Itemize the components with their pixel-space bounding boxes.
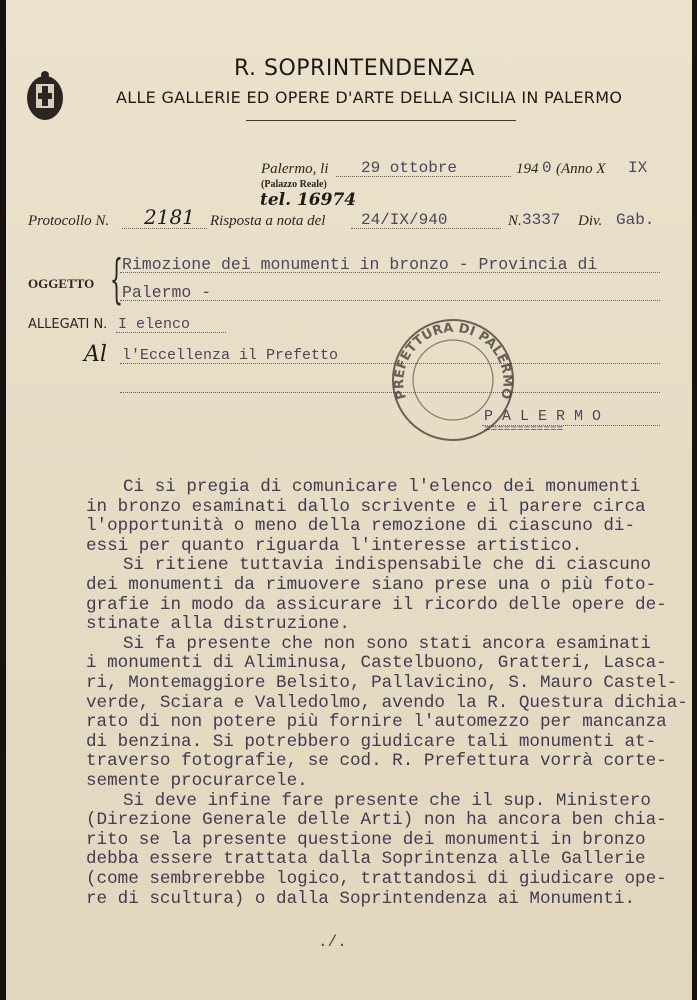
body-line: Si ritiene tuttavia indispensabile che di ciascuno	[123, 555, 651, 576]
address: (Palazzo Reale)	[261, 179, 327, 190]
body-line: dei monumenti da rimuovere siano prese una o più foto-	[86, 575, 657, 595]
reply-date: 24/IX/940	[361, 211, 448, 229]
div-value: Gab.	[616, 211, 655, 229]
header-divider	[246, 120, 516, 121]
svg-text:PREFETTURA DI PALERMO	[392, 321, 514, 401]
body-line: (Direzione Generale delle Arti) non ha ancora ben chia-	[86, 810, 667, 831]
body-line: di benzina. Si potrebbero giudicare tali monumenti at-	[86, 731, 657, 752]
protocol-number: 2181	[144, 205, 195, 229]
body-line: Si fa presente che non sono stati ancora esaminati	[123, 633, 651, 654]
body-line: in bronzo esaminati dallo scrivente e il parere circa	[86, 496, 646, 517]
anno-label: (Anno X	[556, 161, 606, 177]
year-prefix: 194	[516, 161, 539, 177]
body-line: semente procurarcele.	[86, 771, 308, 791]
subject-brace: {	[109, 250, 124, 310]
body-line: (come sembrerebbe logico, trattandosi di giudicare ope-	[86, 869, 667, 889]
recipient-city: P A L E R M O	[484, 408, 602, 425]
body-line: debba essere trattata dalla Soprintenza alle Gallerie	[86, 849, 646, 870]
phone-handwritten: tel. 16974	[260, 190, 357, 210]
letterhead-subtitle: ALLE GALLERIE ED OPERE D'ARTE DELLA SICILIA IN PALERMO	[116, 88, 623, 107]
body-line: grafie in modo da assicurare il ricordo delle opere de-	[86, 594, 667, 615]
n-label: N.	[508, 213, 522, 229]
body-line: traverso fotografie, se cod. R. Prefettura vorrà corte-	[86, 751, 667, 772]
stamp-text: PREFETTURA DI PALERMO	[392, 320, 515, 401]
recipient-line-1: l'Eccellenza il Prefetto	[122, 347, 339, 364]
body-line: verde, Sciara e Valledolmo, avendo la R. Questura dichia-	[86, 692, 688, 713]
body-line: i monumenti di Aliminusa, Castelbuono, Gratteri, Lasca-	[86, 653, 667, 674]
subject-line-2: Palermo -	[122, 283, 212, 302]
anno-value: IX	[628, 159, 648, 177]
subject-label: OGGETTO	[28, 276, 95, 291]
letterhead-title: R. SOPRINTENDENZA	[234, 56, 475, 81]
body-line: rato di non potere più fornire l'automezzo per mancanza	[86, 712, 667, 733]
body-line: rito se la presente questione dei monumenti in bronzo	[86, 829, 646, 850]
place-label: Palermo, li	[261, 161, 329, 177]
body-line: essi per quanto riguarda l'interesse artistico.	[86, 535, 583, 556]
body-line: re di scultura) o dalla Soprintendenza ai Monumenti.	[86, 888, 636, 909]
date-value: 29 ottobre	[361, 159, 458, 177]
year-digit: 0	[542, 159, 552, 177]
div-label: Div.	[578, 213, 603, 229]
body-line: l'opportunità o meno della remozione di ciascuno di-	[86, 516, 636, 537]
attachments-label: ALLEGATI N.	[28, 317, 108, 332]
protocol-label: Protocollo N.	[28, 213, 110, 229]
postmark-stamp	[386, 318, 521, 453]
body-line: Si deve infine fare presente che il sup. Ministero	[123, 790, 651, 811]
n-value: 3337	[522, 211, 561, 229]
attachments-value: I elenco	[118, 316, 191, 333]
reply-label: Risposta a nota del	[210, 213, 326, 229]
body-line: Ci si pregia di comunicare l'elenco dei monumenti	[123, 477, 641, 497]
body-line: ri, Montemaggiore Belsito, Pallavicino, S. Mauro Castel-	[86, 673, 678, 693]
body-line: stinate alla distruzione.	[86, 614, 350, 635]
recipient-city-underline: ============	[484, 424, 564, 436]
continuation-mark: ./.	[318, 933, 347, 951]
recipient-prefix-handwritten: Al	[84, 342, 107, 367]
coat-of-arms-emblem	[24, 68, 66, 124]
subject-line-1: Rimozione dei monumenti in bronzo - Provincia di	[122, 255, 598, 274]
